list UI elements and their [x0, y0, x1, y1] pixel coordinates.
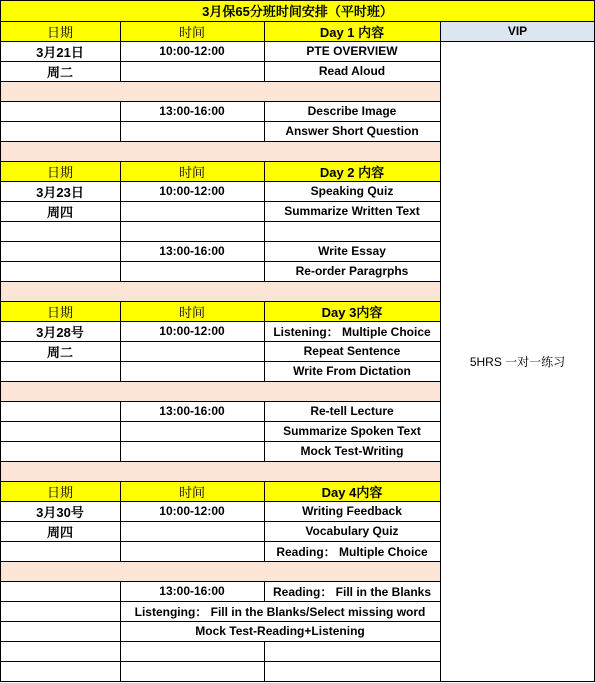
row-date — [0, 401, 120, 421]
grid-line — [0, 341, 440, 342]
row-date — [0, 421, 120, 441]
grid-line — [0, 461, 440, 462]
row-content: Vocabulary Quiz — [305, 524, 399, 538]
grid-line — [120, 181, 121, 201]
row-header-content: Day 3内容 — [264, 301, 440, 321]
row-time — [120, 361, 264, 381]
grid-line — [120, 621, 121, 641]
grid-line — [0, 521, 440, 522]
row-date — [0, 601, 120, 621]
grid-line — [264, 481, 265, 501]
grid-line — [120, 301, 121, 321]
grid-line — [264, 201, 265, 221]
grid-line — [120, 641, 121, 661]
row-date — [0, 261, 120, 281]
grid-line — [0, 141, 440, 142]
row-time: 10:00-12:00 — [159, 324, 225, 338]
row-date — [0, 101, 120, 121]
row-header-date: 日期 — [0, 481, 120, 501]
row-time — [120, 61, 264, 81]
row-time: 10:00-12:00 — [159, 44, 225, 58]
grid-line — [264, 501, 265, 521]
row-time: 10:00-12:00 — [159, 184, 225, 198]
grid-line — [264, 221, 265, 241]
row-header-date: 日期 — [0, 161, 120, 181]
grid-line — [120, 521, 121, 541]
grid-line — [0, 481, 440, 482]
grid-line — [264, 181, 265, 201]
grid-line — [264, 101, 265, 121]
grid-line — [264, 61, 265, 81]
row-date: 周四 — [46, 204, 73, 220]
row-content: Reading： Multiple Choice — [276, 544, 428, 559]
row-content: Summarize Written Text — [284, 204, 420, 218]
grid-line — [120, 121, 121, 141]
grid-line — [264, 241, 265, 261]
row-time — [120, 521, 264, 541]
grid-line — [0, 441, 440, 442]
grid-line — [0, 0, 595, 1]
grid-line — [120, 501, 121, 521]
header-vip: VIP — [440, 21, 595, 41]
row-date — [0, 241, 120, 261]
grid-line — [0, 181, 440, 182]
spacer-row — [0, 141, 440, 161]
row-header-time: 时间 — [120, 301, 264, 321]
grid-line — [264, 401, 265, 421]
row-content: Re-tell Lecture — [310, 404, 394, 418]
grid-line — [0, 241, 440, 242]
grid-line — [120, 441, 121, 461]
grid-line — [0, 221, 440, 222]
grid-line — [0, 361, 440, 362]
row-content: Listening： Multiple Choice — [273, 324, 431, 339]
row-time: 13:00-16:00 — [159, 104, 225, 118]
grid-line — [120, 101, 121, 121]
grid-line — [264, 41, 265, 61]
grid-line — [0, 401, 440, 402]
grid-line — [264, 161, 265, 181]
grid-line — [0, 161, 440, 162]
row-time — [120, 121, 264, 141]
grid-line — [0, 581, 440, 582]
grid-line — [120, 41, 121, 61]
row-header-time: 时间 — [120, 481, 264, 501]
row-content: Answer Short Question — [285, 124, 419, 138]
spacer-row — [0, 561, 440, 581]
row-content: Write From Dictation — [293, 364, 411, 378]
grid-line — [0, 561, 440, 562]
grid-line — [0, 501, 440, 502]
grid-line — [120, 481, 121, 501]
grid-line — [0, 541, 440, 542]
grid-line — [120, 581, 121, 601]
row-content: Summarize Spoken Text — [283, 424, 421, 438]
grid-line — [264, 21, 265, 41]
row-time: 10:00-12:00 — [159, 504, 225, 518]
grid-line — [0, 641, 440, 642]
row-header-time: 时间 — [120, 161, 264, 181]
grid-line — [0, 421, 440, 422]
grid-line — [120, 221, 121, 241]
row-date — [0, 121, 120, 141]
row-date: 周四 — [46, 524, 73, 540]
row-time — [120, 421, 264, 441]
grid-line — [264, 361, 265, 381]
grid-line — [264, 301, 265, 321]
grid-line — [264, 541, 265, 561]
row-content-wide: Mock Test-Reading+Listening — [195, 624, 365, 638]
grid-line — [0, 301, 440, 302]
row-content-wide: Listenging： Fill in the Blanks/Select missing word — [134, 604, 426, 619]
grid-line — [0, 0, 1, 682]
grid-line — [120, 661, 121, 681]
row-content: Read Aloud — [318, 64, 386, 78]
row-date — [0, 541, 120, 561]
row-time — [120, 201, 264, 221]
spacer-row — [0, 81, 440, 101]
grid-line — [264, 641, 265, 661]
sheet-title: 3月保65分班时间安排（平时班） — [0, 0, 595, 21]
grid-line — [120, 61, 121, 81]
grid-line — [0, 601, 440, 602]
grid-line — [264, 421, 265, 441]
row-content: Re-order Paragrphs — [295, 264, 409, 278]
grid-line — [120, 321, 121, 341]
grid-line — [0, 101, 440, 102]
grid-line — [0, 381, 440, 382]
grid-line — [264, 321, 265, 341]
row-content: Mock Test-Writing — [300, 444, 404, 458]
row-time — [120, 541, 264, 561]
row-date — [0, 441, 120, 461]
grid-line — [120, 401, 121, 421]
grid-line — [120, 241, 121, 261]
header-day-content: Day 1 内容 — [264, 21, 440, 41]
row-content: Repeat Sentence — [303, 344, 401, 358]
row-header-date: 日期 — [0, 301, 120, 321]
spacer-row — [0, 281, 440, 301]
grid-line — [0, 81, 440, 82]
row-date — [0, 581, 120, 601]
header-time: 时间 — [120, 21, 264, 41]
row-time — [120, 261, 264, 281]
spacer-row — [0, 461, 440, 481]
grid-line — [0, 261, 440, 262]
row-header-content: Day 2 内容 — [264, 161, 440, 181]
row-date: 3月23日 — [36, 184, 84, 200]
row-time: 13:00-16:00 — [159, 244, 225, 258]
grid-line — [264, 661, 265, 681]
grid-line — [264, 521, 265, 541]
row-content: Writing Feedback — [302, 504, 402, 518]
row-content: Speaking Quiz — [310, 184, 394, 198]
row-date: 3月30号 — [36, 504, 84, 520]
grid-line — [120, 341, 121, 361]
grid-line — [120, 21, 121, 41]
row-content: Describe Image — [307, 104, 397, 118]
grid-line — [120, 421, 121, 441]
vip-note: 5HRS 一对一练习 — [440, 41, 595, 681]
row-date: 3月21日 — [36, 44, 84, 60]
grid-line — [264, 581, 265, 601]
grid-line — [0, 321, 440, 322]
grid-line — [0, 281, 440, 282]
grid-line — [0, 121, 440, 122]
row-time — [120, 341, 264, 361]
row-header-content: Day 4内容 — [264, 481, 440, 501]
row-time: 13:00-16:00 — [159, 584, 225, 598]
row-content: Write Essay — [318, 244, 386, 258]
header-date: 日期 — [0, 21, 120, 41]
row-date: 3月28号 — [36, 324, 84, 340]
grid-line — [440, 21, 441, 681]
grid-line — [264, 341, 265, 361]
grid-line — [0, 681, 595, 682]
grid-line — [0, 661, 440, 662]
grid-line — [120, 601, 121, 621]
grid-line — [0, 61, 440, 62]
row-content: Reading： Fill in the Blanks — [272, 584, 432, 599]
grid-line — [264, 441, 265, 461]
grid-line — [264, 121, 265, 141]
grid-line — [120, 261, 121, 281]
row-date: 周二 — [46, 64, 73, 80]
row-date — [0, 361, 120, 381]
row-content: PTE OVERVIEW — [306, 44, 398, 58]
row-date: 周二 — [46, 344, 73, 360]
grid-line — [120, 361, 121, 381]
grid-line — [0, 201, 440, 202]
grid-line — [120, 161, 121, 181]
grid-line — [0, 621, 440, 622]
grid-line — [120, 541, 121, 561]
grid-line — [264, 261, 265, 281]
grid-line — [0, 41, 595, 42]
grid-line — [120, 201, 121, 221]
row-date — [0, 621, 120, 641]
grid-line — [0, 21, 595, 22]
row-time: 13:00-16:00 — [159, 404, 225, 418]
row-time — [120, 441, 264, 461]
spacer-row — [0, 381, 440, 401]
